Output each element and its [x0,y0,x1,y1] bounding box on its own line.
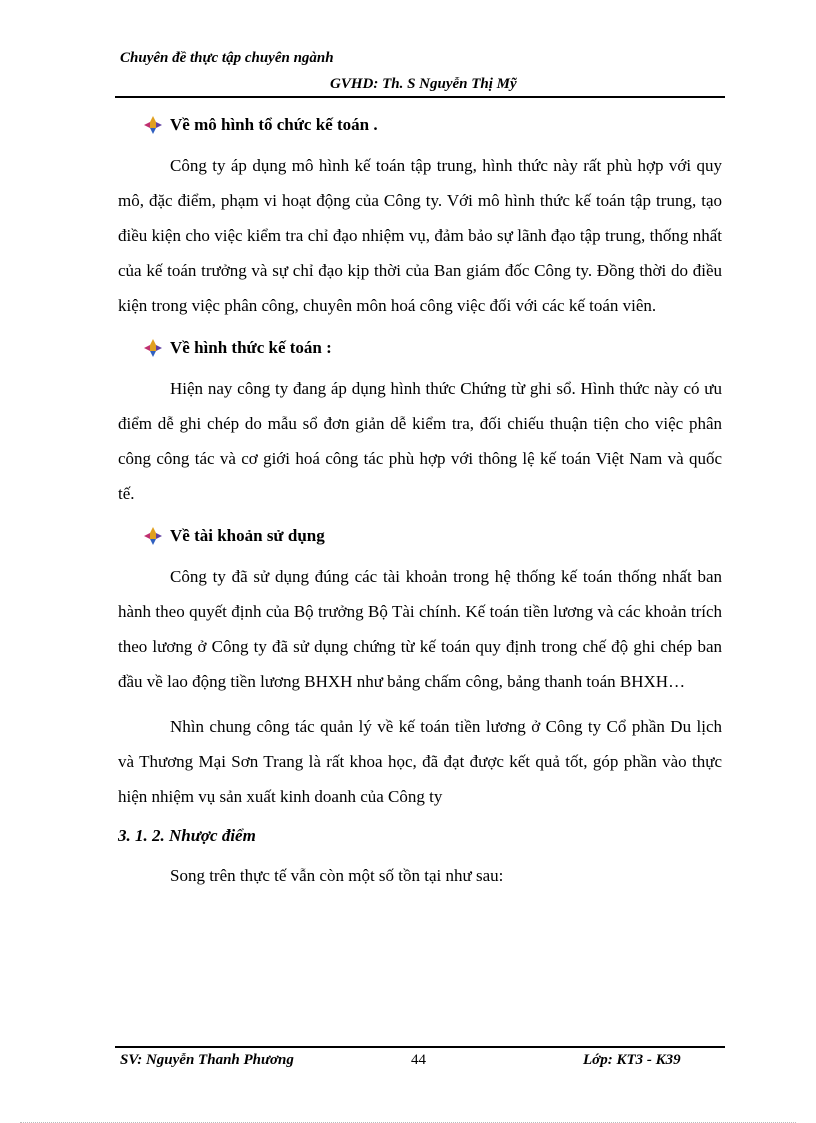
footer-divider [115,1046,725,1048]
header-supervisor: GVHD: Th. S Nguyễn Thị Mỹ [330,76,517,92]
section-heading-accounting-form [144,333,722,363]
summary-paragraph: Nhìn chung công tác quản lý về kế toán tiền lương ở Công ty Cổ phần Du lịch và Thương Mại Sơn Trang là rất khoa học, đã đạt được kết quả tốt, góp phần vào thực hiện nhiệm vụ sản xuất kinh doanh của Công ty [118,717,722,806]
section-paragraph: Công ty áp dụng mô hình kế toán tập trung, hình thức này rất phù hợp với quy mô, đặc điểm, phạm vi hoạt động của Công ty. Với mô hình thức kế toán tập trung, tạo điều kiện cho việc kiểm tra chỉ đạo nhiệm vụ, đảm bảo sự lãnh đạo tập trung, thống nhất của kế toán trưởng và sự chỉ đạo kịp thời của Ban giám đốc Công ty. Đồng thời do điều kiện trong việc phân công, chuyên môn hoá công việc đối với các kế toán viên. [118,156,722,315]
footer-student-name: SV: Nguyễn Thanh Phương [120,1052,294,1068]
header-divider [115,96,725,98]
page-content [118,108,722,893]
four-arrow-bullet-icon [144,116,162,134]
footer-class: Lớp: KT3 - K39 [583,1052,681,1068]
four-arrow-bullet-icon [144,339,162,357]
section-heading-text: Về hình thức kế toán : [170,338,332,357]
section-heading-accounts-used [144,521,722,551]
subsection-heading-weaknesses: 3. 1. 2. Nhược điểm [118,826,256,845]
footer-page-number: 44 [411,1052,426,1068]
section-paragraph: Công ty đã sử dụng đúng các tài khoản trong hệ thống kế toán thống nhất ban hành theo quyết định của Bộ trưởng Bộ Tài chính. Kế toán tiền lương và các khoản trích theo lương ở Công ty đã sử dụng chứng từ kế toán quy định trong chế độ ghi chép ban đầu về lao động tiền lương BHXH như bảng chấm công, bảng thanh toán BHXH… [118,567,722,691]
four-arrow-bullet-icon [144,527,162,545]
header-course-title: Chuyên đề thực tập chuyên ngành [120,50,334,66]
section-heading-text: Về tài khoản sử dụng [170,526,325,545]
section-heading-accounting-model [144,110,722,140]
closing-paragraph: Song trên thực tế vẫn còn một số tồn tại như sau: [170,866,504,885]
section-heading-text: Về mô hình tổ chức kế toán . [170,115,378,134]
section-paragraph: Hiện nay công ty đang áp dụng hình thức Chứng từ ghi sổ. Hình thức này có ưu điểm dễ ghi chép do mẫu sổ đơn giản dễ kiểm tra, đối chiếu thuận tiện cho việc phân công công tác và cơ giới hoá công tác phù hợp với thông lệ kế toán Việt Nam và quốc tế. [118,379,722,503]
